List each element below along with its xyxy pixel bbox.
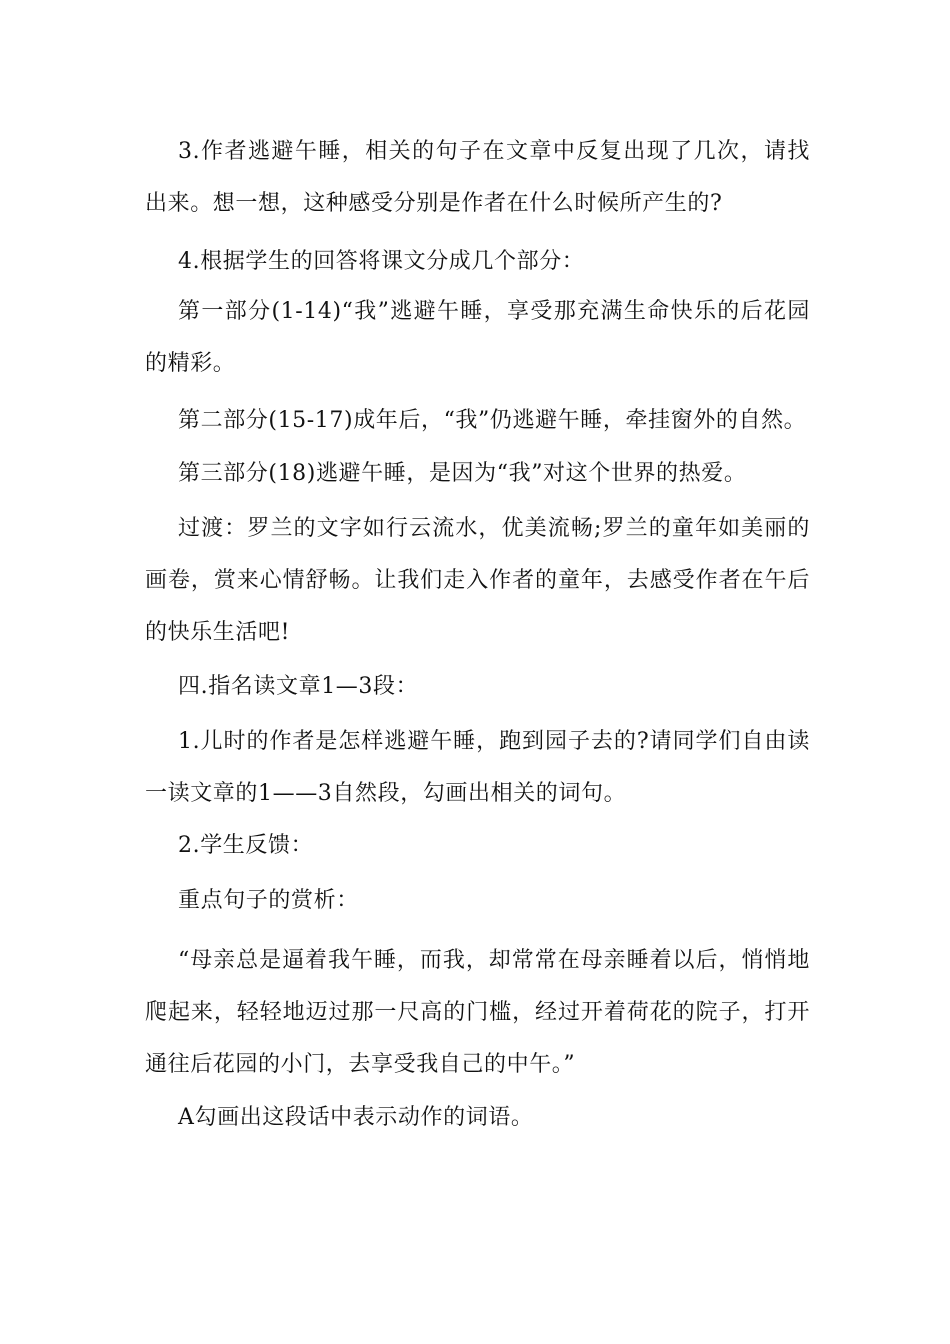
question-3-paragraph: 3.作者逃避午睡，相关的句子在文章中反复出现了几次，请找出来。想一想，这种感受分别是作者在什么时候所产生的? [145, 139, 810, 216]
section-four-heading: 四.指名读文章1—3段： [178, 674, 419, 699]
task-a-paragraph: A勾画出这段话中表示动作的词语。 [178, 1105, 534, 1130]
item-1-paragraph: 1.儿时的作者是怎样逃避午睡，跑到园子去的?请同学们自由读一读文章的1——3自然段，勾画出相关的词句。 [145, 729, 810, 806]
transition-paragraph: 过渡：罗兰的文字如行云流水，优美流畅;罗兰的童年如美丽的画卷，赏来心情舒畅。让我们走入作者的童年，去感受作者在午后的快乐生活吧! [145, 516, 810, 645]
quoted-passage: “母亲总是逼着我午睡，而我，却常常在母亲睡着以后，悄悄地爬起来，轻轻地迈过那一尺高的门槛，经过开着荷花的院子，打开通往后花园的小门，去享受我自己的中午。” [145, 948, 810, 1077]
item-2-paragraph: 2.学生反馈： [178, 833, 314, 858]
key-sentence-heading: 重点句子的赏析： [178, 888, 359, 913]
part-two-paragraph: 第二部分(15-17)成年后，“我”仍逃避午睡，牵挂窗外的自然。 [178, 408, 807, 433]
question-4-paragraph: 4.根据学生的回答将课文分成几个部分： [178, 249, 585, 274]
part-three-paragraph: 第三部分(18)逃避午睡，是因为“我”对这个世界的热爱。 [178, 461, 747, 486]
part-one-paragraph: 第一部分(1-14)“我”逃避午睡，享受那充满生命快乐的后花园的精彩。 [145, 299, 810, 376]
